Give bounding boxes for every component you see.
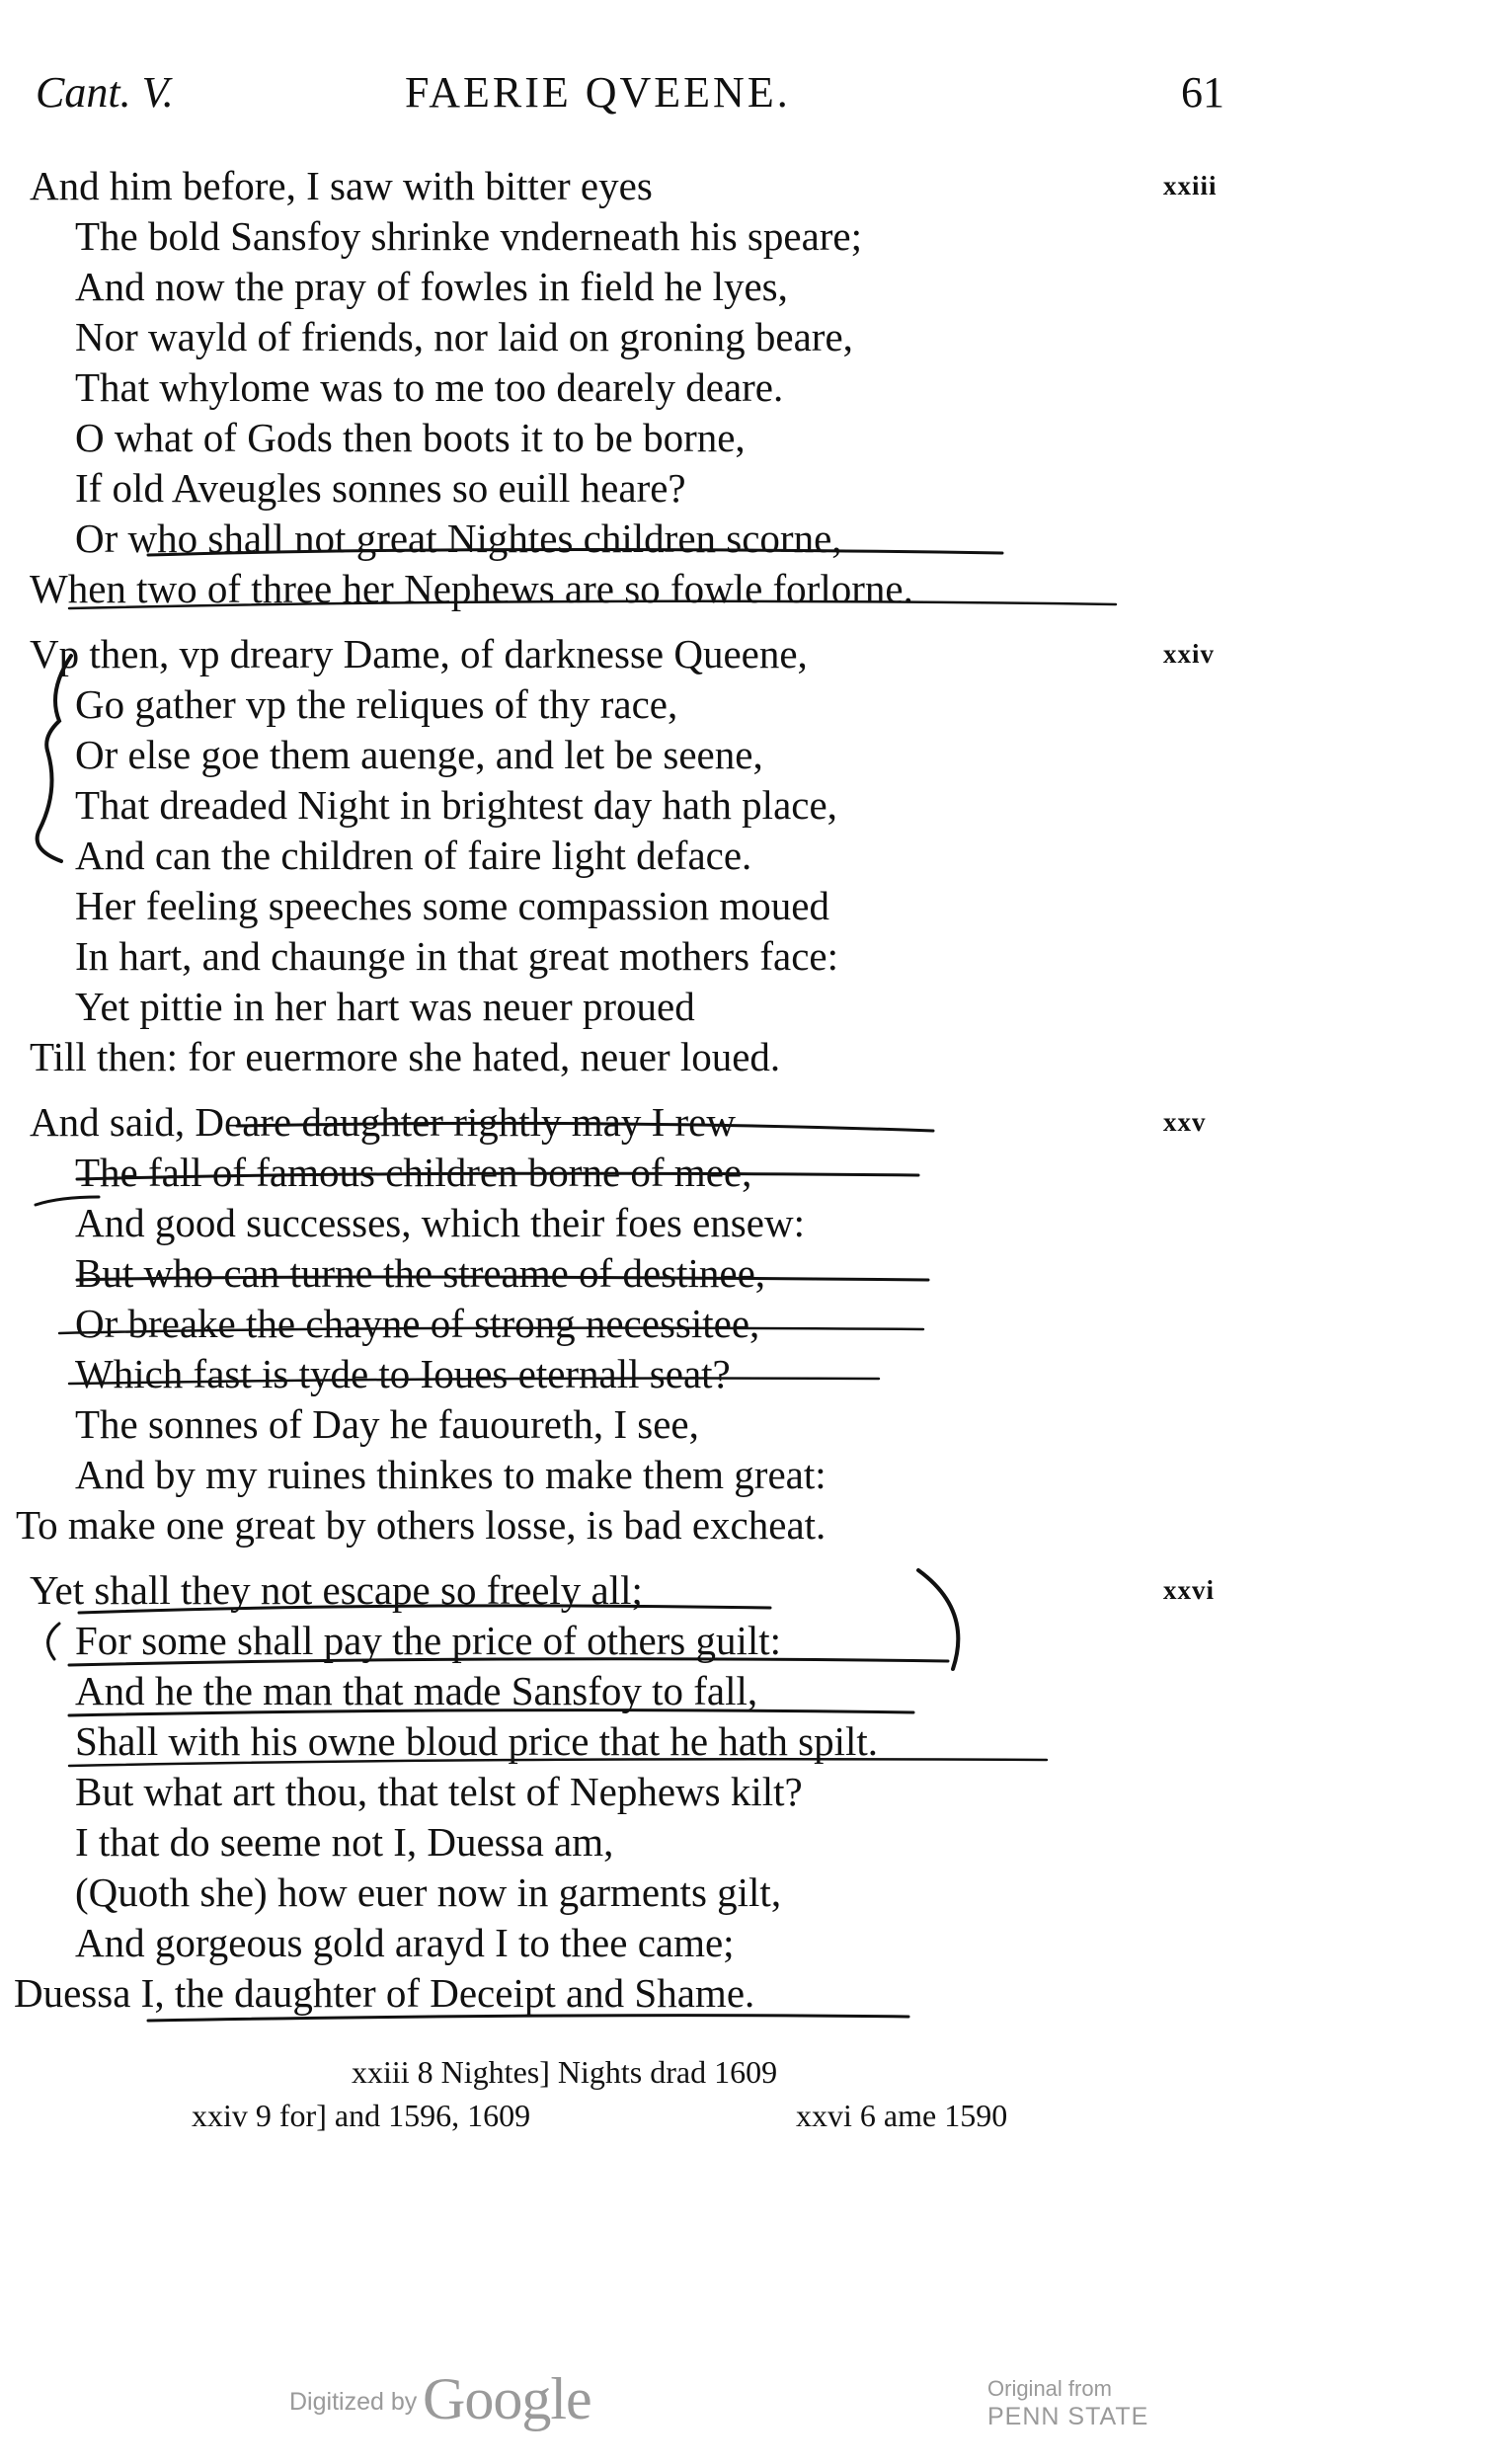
source-attribution bbox=[987, 2375, 1148, 2430]
stanza-number: xxv bbox=[1163, 1107, 1207, 1137]
verse-line: Yet pittie in her hart was neuer proued bbox=[75, 984, 695, 1029]
institution-label: PENN STATE bbox=[987, 2403, 1149, 2430]
verse-line: But what art thou, that telst of Nephews kilt? bbox=[75, 1769, 803, 1814]
verse-line: Her feeling speeches some compassion moued bbox=[75, 883, 829, 928]
verse-line: Or else goe them auenge, and let be seene, bbox=[75, 732, 763, 777]
stanza-number: xxiv bbox=[1163, 639, 1216, 669]
verse-line: Vp then, vp dreary Dame, of darknesse Queene, bbox=[30, 631, 808, 676]
footnote-line: xxvi 6 ame 1590 bbox=[796, 2098, 1008, 2133]
verse-line: And him before, I saw with bitter eyes bbox=[30, 163, 653, 208]
verse-line: For some shall pay the price of others guilt: bbox=[75, 1618, 782, 1663]
verse-line: And now the pray of fowles in field he lyes, bbox=[75, 264, 788, 309]
footnote-line: xxiv 9 for] and 1596, 1609 bbox=[192, 2098, 531, 2133]
verse-line: In hart, and chaunge in that great mothers face: bbox=[75, 933, 838, 979]
verse-line: The bold Sansfoy shrinke vnderneath his speare; bbox=[75, 213, 863, 259]
page-number: 61 bbox=[1181, 68, 1224, 117]
verse-line: And said, Deare daughter rightly may I rew bbox=[30, 1099, 736, 1145]
verse-line: The sonnes of Day he fauoureth, I see, bbox=[75, 1401, 699, 1447]
verse-line: And by my ruines thinkes to make them great: bbox=[75, 1452, 827, 1497]
verse-line: Nor wayld of friends, nor laid on groning beare, bbox=[75, 314, 853, 359]
verse-line: And good successes, which their foes ensew: bbox=[75, 1200, 805, 1245]
verse-line: Which fast is tyde to Ioues eternall seat? bbox=[75, 1351, 731, 1396]
verse-line: If old Aveugles sonnes so euill heare? bbox=[75, 465, 686, 511]
verse-line: And can the children of faire light deface. bbox=[75, 833, 752, 878]
original-from-label: Original from bbox=[987, 2376, 1112, 2401]
verse-line: And gorgeous gold arayd I to thee came; bbox=[75, 1920, 735, 1965]
book-title: FAERIE QVEENE. bbox=[405, 68, 791, 117]
stanza-number: xxiii bbox=[1163, 171, 1218, 200]
footnote-line: xxiii 8 Nightes] Nights drad 1609 bbox=[352, 2054, 778, 2090]
verse-line: The fall of famous children borne of mee, bbox=[75, 1150, 752, 1195]
google-logo: Google bbox=[423, 2366, 591, 2431]
stanza-number: xxvi bbox=[1163, 1575, 1216, 1605]
verse-line: Yet shall they not escape so freely all; bbox=[30, 1567, 643, 1613]
verse-line: Or breake the chayne of strong necessitee, bbox=[75, 1301, 760, 1346]
verse-line: Shall with his owne bloud price that he hath spilt. bbox=[75, 1718, 879, 1764]
verse-line: Or who shall not great Nightes children scorne, bbox=[75, 516, 842, 561]
verse-line: I that do seeme not I, Duessa am, bbox=[75, 1819, 614, 1865]
canto-label: Cant. V. bbox=[36, 68, 174, 117]
verse-line: And he the man that made Sansfoy to fall, bbox=[75, 1668, 758, 1713]
verse-line: That whylome was to me too dearely deare. bbox=[75, 364, 784, 410]
verse-line: When two of three her Nephews are so fowle forlorne. bbox=[30, 566, 913, 611]
verse-line: (Quoth she) how euer now in garments gilt, bbox=[75, 1869, 782, 1915]
verse-line: That dreaded Night in brightest day hath place, bbox=[75, 782, 837, 828]
digitized-by-label: Digitized by bbox=[289, 2388, 418, 2416]
verse-line: Duessa I, the daughter of Deceipt and Shame. bbox=[14, 1970, 755, 2016]
verse-line: Go gather vp the reliques of thy race, bbox=[75, 681, 678, 727]
verse-line: To make one great by others losse, is bad excheat. bbox=[16, 1502, 827, 1548]
verse-line: Till then: for euermore she hated, neuer loued. bbox=[30, 1034, 781, 1079]
verse-line: But who can turne the streame of destinee, bbox=[75, 1250, 766, 1296]
running-header bbox=[0, 67, 1496, 126]
verse-line: O what of Gods then boots it to be borne, bbox=[75, 415, 746, 460]
